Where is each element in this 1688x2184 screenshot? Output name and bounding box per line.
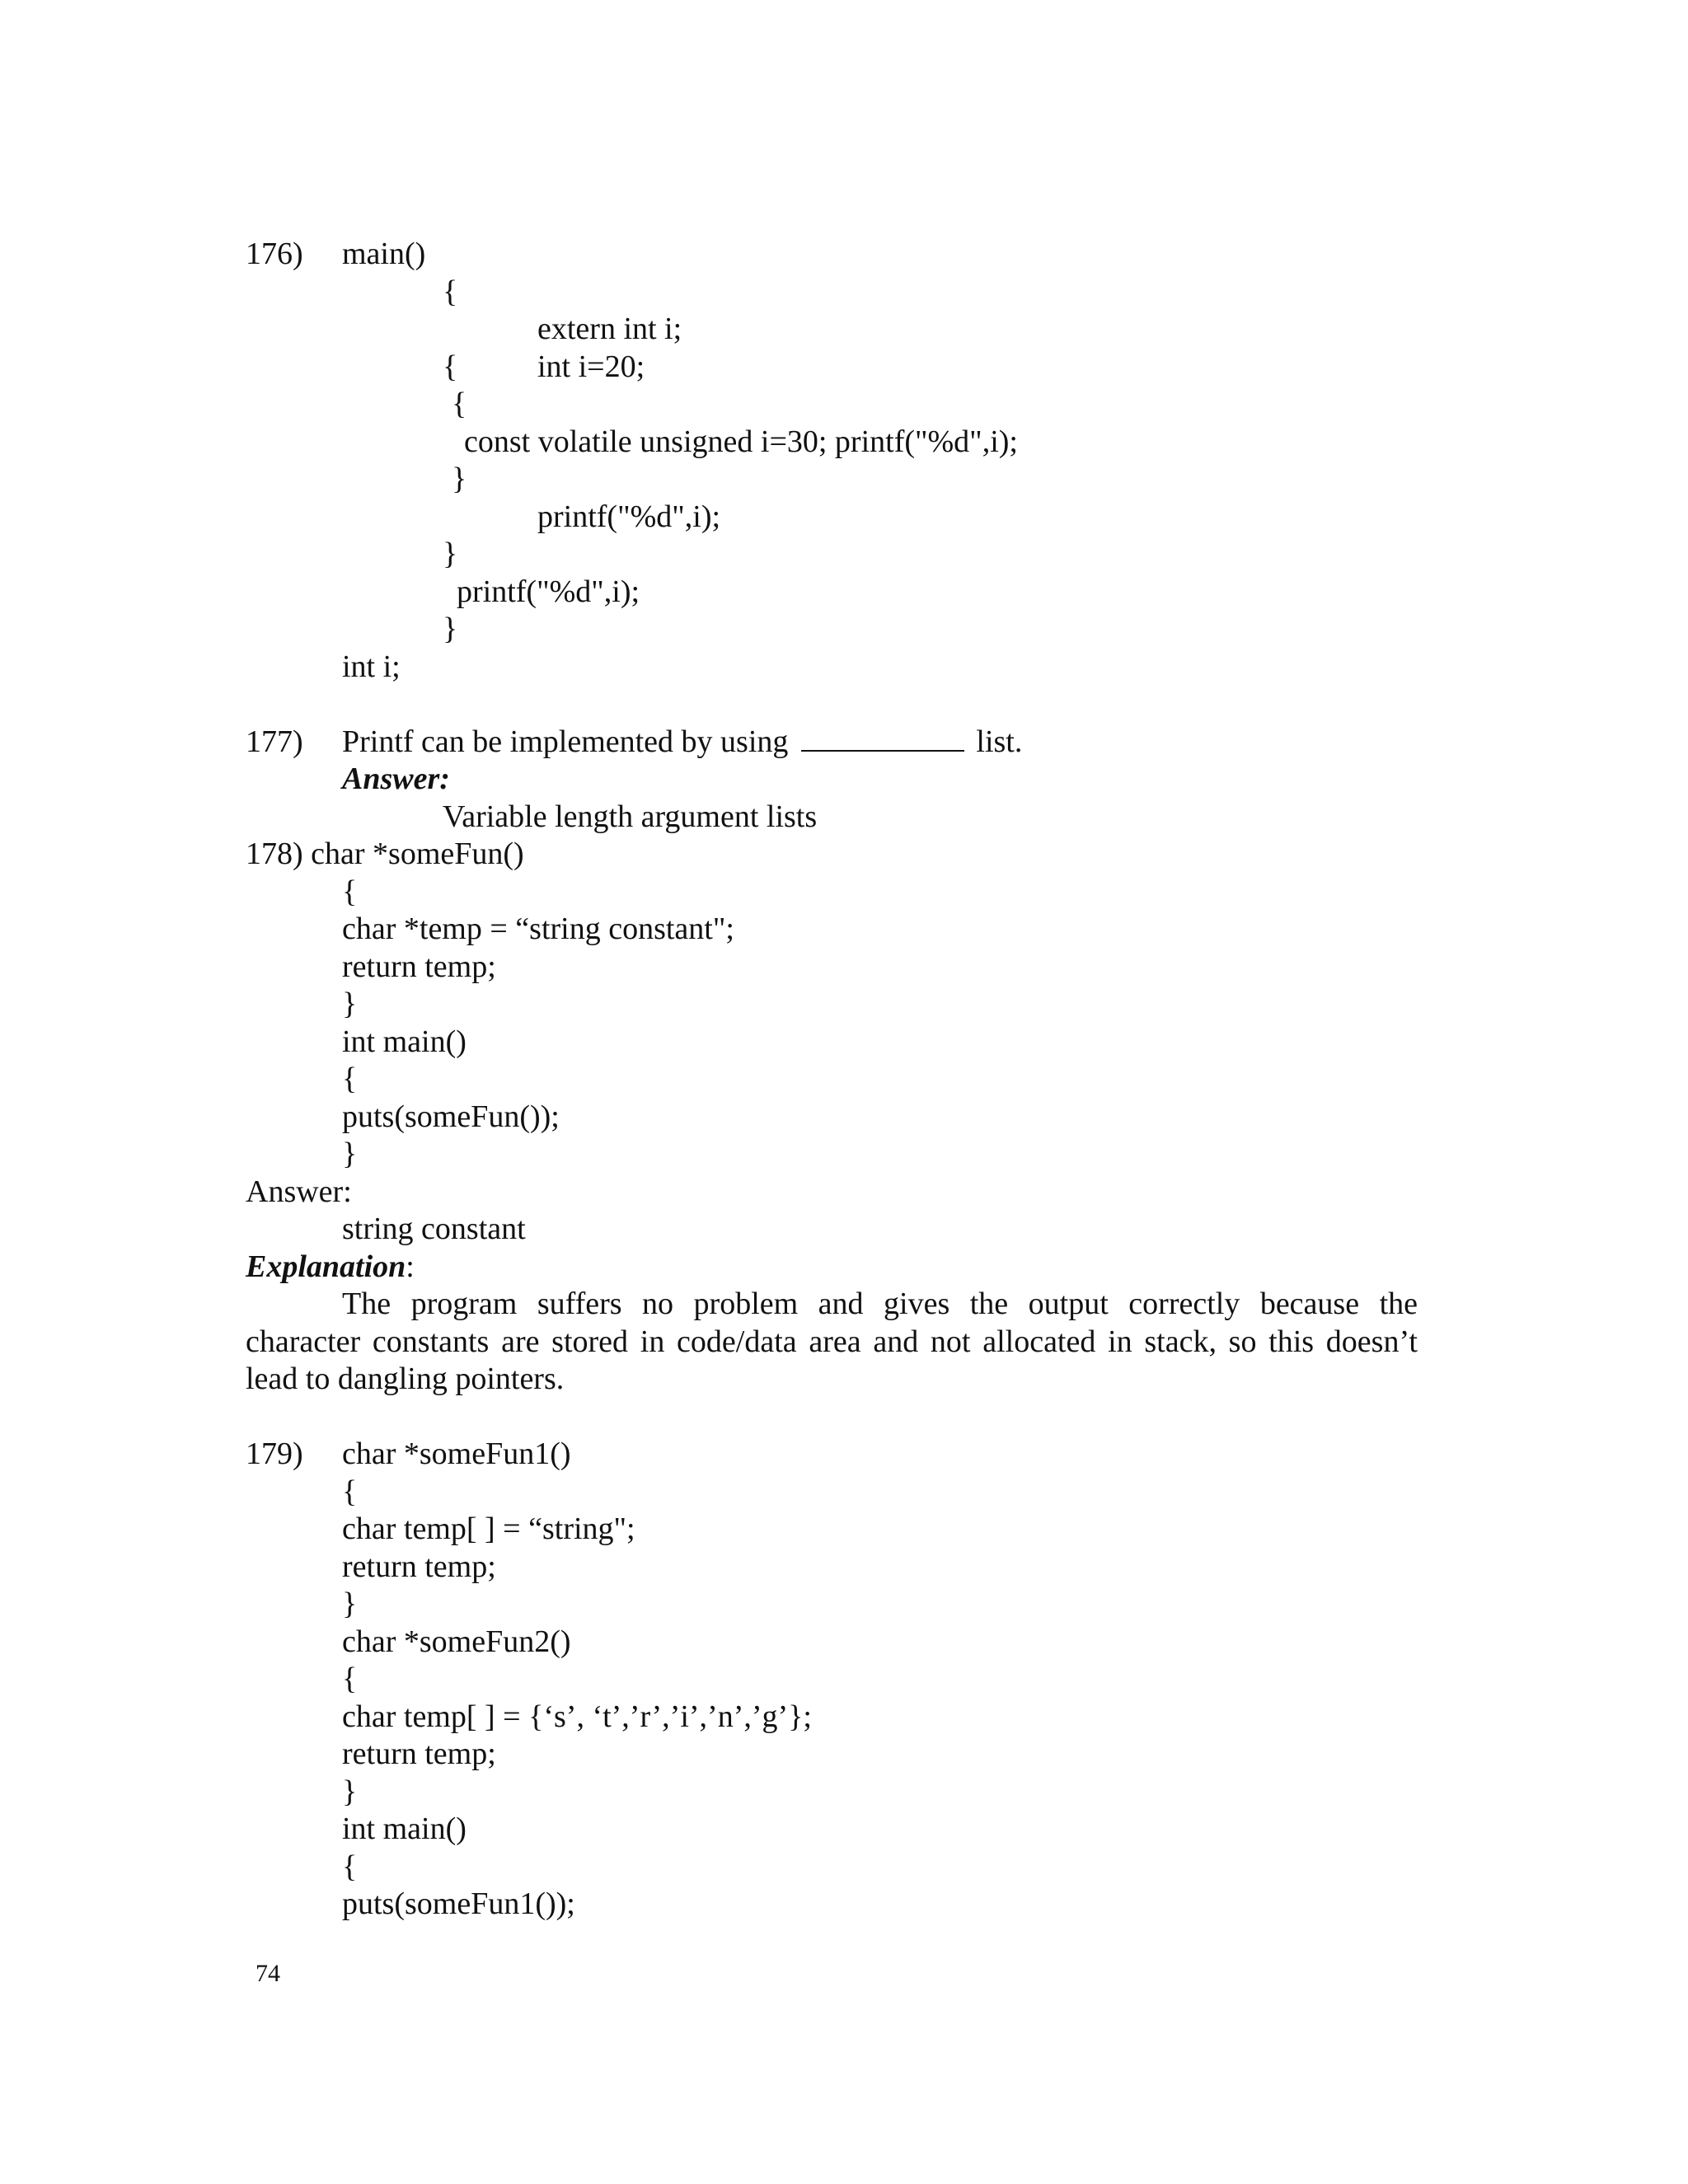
explanation-colon: : — [406, 1249, 415, 1284]
q179-code-line: return temp; — [342, 1549, 496, 1584]
q176-code-line: } — [443, 537, 458, 571]
q179-code-line: } — [342, 1586, 358, 1621]
q178-explanation-line: lead to dangling pointers. — [246, 1361, 565, 1396]
q177-answer: Variable length argument lists — [443, 799, 818, 834]
q176-number: 176) — [246, 237, 303, 271]
q176-code-line: } — [452, 462, 467, 496]
q176-code-line: printf("%d",i); — [457, 574, 640, 609]
q178-explanation-heading — [246, 1248, 415, 1286]
q178-code-line: { — [342, 1062, 358, 1096]
q178-code-line: int main() — [342, 1024, 467, 1059]
explanation-label: Explanation — [246, 1249, 406, 1284]
q179-code-line: char *someFun1() — [342, 1436, 571, 1471]
q176-code-line: const volatile unsigned i=30; printf("%d",i); — [464, 424, 1018, 459]
q177-question-end: list. — [976, 724, 1023, 759]
q179-code-line: } — [342, 1774, 358, 1809]
q178-explanation-line: character constants are stored in code/data area and not allocated in stack, so this doesn’t — [246, 1324, 1418, 1359]
q178-code-line: char *temp = “string constant"; — [342, 912, 734, 946]
q179-code-line: int main() — [342, 1811, 467, 1846]
q176-code-line: printf("%d",i); — [537, 499, 721, 534]
q177-question-text: Printf can be implemented by using — [342, 724, 789, 759]
q179-code-line: char temp[ ] = {‘s’, ‘t’,’r’,’i’,’n’,’g’}; — [342, 1699, 812, 1734]
q178-code-line: puts(someFun()); — [342, 1099, 560, 1134]
q178-code-line: { — [342, 874, 358, 909]
q176-code-line: { — [443, 274, 458, 309]
q179-code-line: { — [342, 1474, 358, 1509]
q176-code-line: { — [452, 387, 467, 421]
q179-code-line: char temp[ ] = “string"; — [342, 1511, 635, 1546]
q178-answer: string constant — [342, 1212, 526, 1246]
q179-code-line: puts(someFun1()); — [342, 1886, 575, 1921]
q179-code-line: { — [342, 1849, 358, 1884]
q179-code-line: return temp; — [342, 1736, 496, 1771]
q177-number: 177) — [246, 724, 303, 759]
q178-heading: 178) char *someFun() — [246, 837, 524, 871]
q179-code-line: { — [342, 1661, 358, 1696]
q176-code-line: { — [443, 349, 458, 384]
page-number: 74 — [256, 1960, 280, 1987]
q178-explanation-line: The program suffers no problem and gives the output correctly because the — [342, 1286, 1418, 1321]
q176-code-line: } — [443, 612, 458, 646]
q176-code-line: int i; — [342, 649, 401, 684]
fill-in-blank — [801, 725, 964, 752]
q176-code-line: extern int i; — [537, 312, 682, 346]
q178-code-line: } — [342, 1137, 358, 1171]
q178-answer-label: Answer: — [246, 1174, 352, 1209]
q177-question — [342, 723, 1022, 761]
q178-code-line: } — [342, 987, 358, 1021]
q177-answer-label: Answer: — [342, 762, 450, 796]
q176-code-line: int i=20; — [537, 349, 645, 384]
q178-code-line: return temp; — [342, 949, 496, 984]
q179-number: 179) — [246, 1436, 303, 1471]
q179-code-line: char *someFun2() — [342, 1624, 571, 1659]
q176-code-line: main() — [342, 237, 426, 271]
